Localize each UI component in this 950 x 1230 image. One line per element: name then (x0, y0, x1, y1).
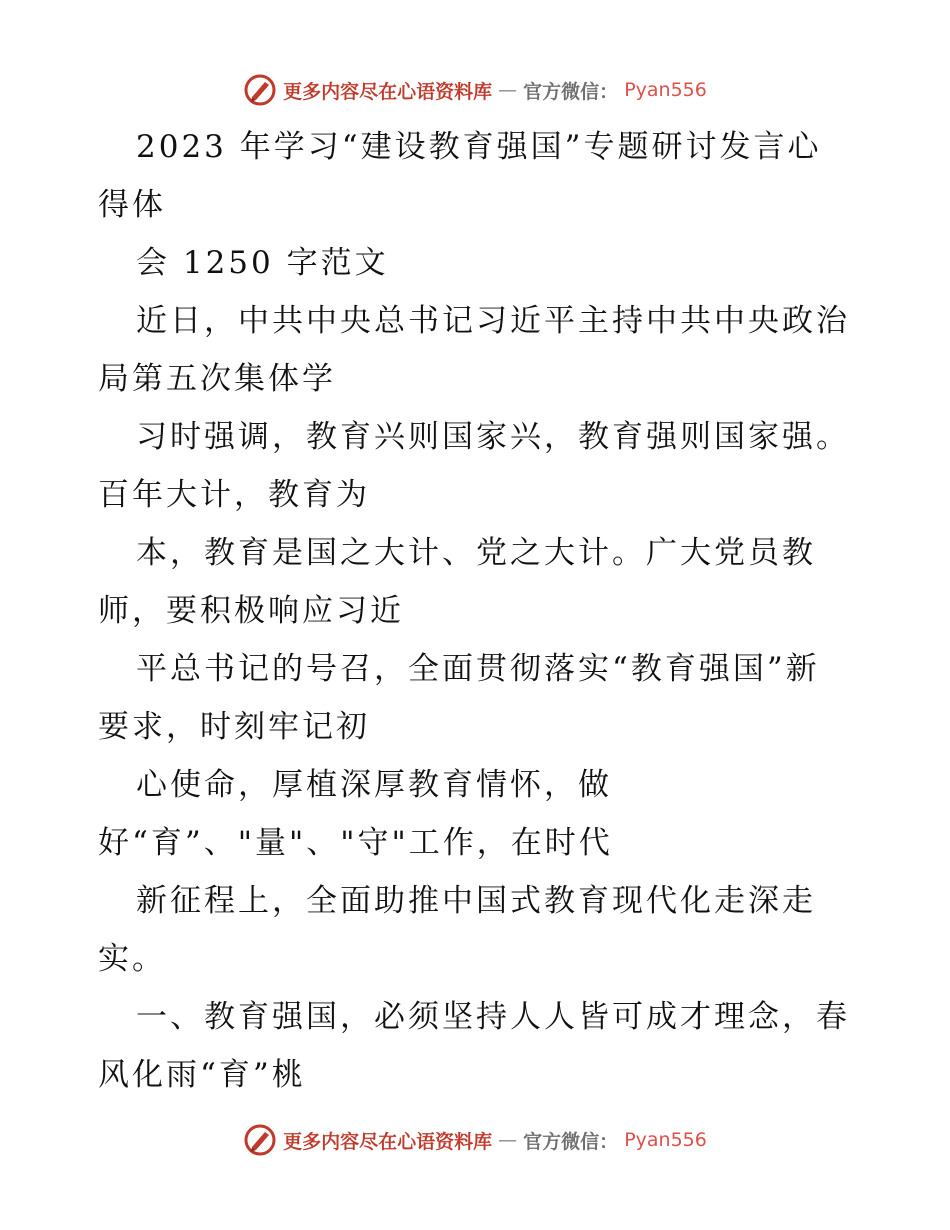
banner-main-text: 更多内容尽在心语资料库 (283, 1130, 493, 1153)
banner-wechat-id: Pyan556 (624, 1129, 707, 1151)
body-line: 本，教育是国之大计、党之大计。广大党员教 (136, 535, 816, 571)
body-line: 风化雨“育”桃 (98, 1057, 306, 1093)
banner-wechat-id: Pyan556 (624, 79, 707, 101)
body-line: 平总书记的号召，全面贯彻落实“教育强国”新 (136, 651, 820, 687)
body-line: 心使命，厚植深厚教育情怀，做 (136, 767, 612, 803)
pen-seal-logo-icon (243, 73, 277, 107)
banner-wechat-label: 官方微信： (523, 1130, 619, 1153)
body-line: 百年大计，教育为 (98, 477, 370, 513)
banner-separator: — (498, 79, 518, 101)
body-line: 2023 年学习“建设教育强国”专题研讨发言心 (136, 129, 822, 165)
body-line: 好“育”、"量"、"守"工作，在时代 (98, 825, 613, 861)
body-line: 得体 (98, 187, 166, 223)
body-line: 要求，时刻牢记初 (98, 709, 370, 745)
body-line: 新征程上，全面助推中国式教育现代化走深走 (136, 883, 816, 919)
body-line: 近日，中共中央总书记习近平主持中共中央政治 (136, 303, 850, 339)
banner-main-text: 更多内容尽在心语资料库 (283, 80, 493, 103)
header-banner (0, 70, 950, 110)
footer-banner (0, 1120, 950, 1160)
banner-separator: — (498, 1129, 518, 1151)
pen-seal-logo-icon (243, 1123, 277, 1157)
body-line: 一、教育强国，必须坚持人人皆可成才理念，春 (136, 999, 850, 1035)
body-line: 习时强调，教育兴则国家兴，教育强则国家强。 (136, 419, 850, 455)
body-line: 会 1250 字范文 (136, 245, 389, 281)
body-line: 局第五次集体学 (98, 361, 336, 397)
banner-wechat-label: 官方微信： (523, 80, 619, 103)
document-body (98, 118, 858, 1104)
body-line: 师，要积极响应习近 (98, 593, 404, 629)
body-line: 实。 (98, 941, 166, 977)
